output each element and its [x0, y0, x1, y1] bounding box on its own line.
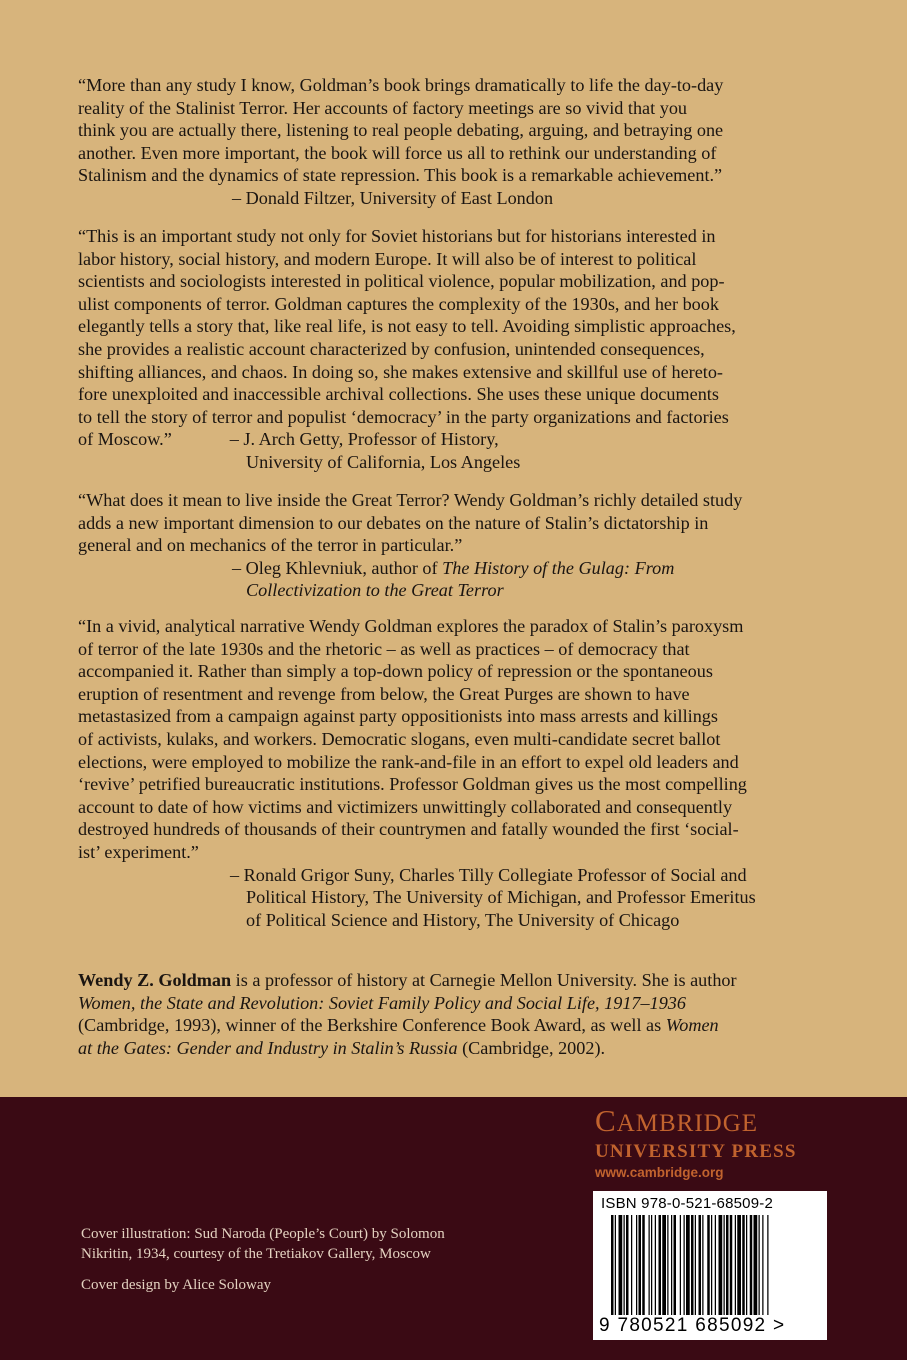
isbn-label: ISBN 978-0-521-68509-2: [601, 1195, 774, 1212]
publisher-logo: [595, 1104, 827, 1183]
bio-text: (Cambridge, 2002).: [457, 1037, 606, 1058]
quote-line: elections, were employed to mobilize the rank-and-file in an effort to expel old leaders and: [78, 751, 739, 772]
barcode-bar: [636, 1215, 637, 1315]
barcode-bar: [674, 1215, 677, 1315]
quote-line: eruption of resentment and revenge from below, the Great Purges are shown to have: [78, 683, 690, 704]
quote-line: “More than any study I know, Goldman’s book brings dramatically to life the day-to-day: [78, 75, 724, 95]
illustration-credit: Cover illustration: Sud Naroda (People’s Court) by Solomon: [81, 1226, 445, 1242]
barcode-bar: [671, 1215, 672, 1315]
barcode-bar: [695, 1215, 696, 1315]
barcode-bar: [711, 1215, 712, 1315]
barcode-bar: [707, 1215, 710, 1315]
quote-attribution: [78, 557, 838, 580]
quote-line: general and on mechanics of the terror in particular.”: [78, 535, 463, 556]
barcode-bar: [631, 1215, 632, 1315]
barcode-bar: [762, 1215, 763, 1315]
publisher-press: UNIVERSITY PRESS: [595, 1141, 797, 1162]
publisher-name-rest: AMBRIDGE: [616, 1110, 759, 1137]
barcode-bar: [615, 1215, 616, 1315]
quote-line: of terror of the late 1930s and the rhetoric – as well as practices – of democracy that: [78, 638, 690, 659]
book-title: at the Gates: Gender and Industry in Stalin’s Russia: [78, 1037, 458, 1058]
barcode-bar: [611, 1215, 614, 1315]
illustration-credit: Nikritin, 1934, courtesy of the Tretiakov Gallery, Moscow: [81, 1245, 431, 1262]
barcode-bar: [730, 1215, 733, 1315]
quote-getty: [78, 225, 838, 474]
quote-attribution-cont: [78, 579, 838, 602]
barcode-bars: [611, 1215, 811, 1315]
barcode-bar: [746, 1215, 747, 1315]
book-title: Women, the State and Revolution: Soviet Family Policy and Social Life, 1917–1936: [78, 992, 686, 1013]
quote-line: accompanied it. Rather than simply a top-down policy of repression or the spontaneous: [78, 661, 713, 682]
quote-line: ist’ experiment.”: [78, 841, 199, 862]
quote-line: of activists, kulaks, and workers. Democratic slogans, even multi-candidate secret ballot: [78, 728, 721, 749]
barcode-bar: [662, 1215, 666, 1315]
quote-line: shifting alliances, and chaos. In doing so, she makes extensive and skillful use of hereto-: [78, 361, 723, 382]
quote-line: labor history, social history, and modern Europe. It will also be of interest to political: [78, 248, 697, 269]
barcode-bar: [737, 1215, 741, 1315]
quote-line: “What does it mean to live inside the Great Terror? Wendy Goldman’s richly detailed study: [78, 490, 743, 510]
quote-line: fore unexploited and inaccessible archival collections. She uses these unique documents: [78, 384, 719, 405]
quote-attribution-cont: University of California, Los Angeles: [246, 451, 521, 472]
publisher-name: [595, 1104, 827, 1141]
quote-suny: [78, 615, 838, 931]
quote-line: “In a vivid, analytical narrative Wendy Goldman explores the paradox of Stalin’s paroxysm: [78, 616, 744, 636]
author-bio: [78, 969, 838, 1059]
quote-line: destroyed hundreds of thousands of their countrymen and fatally wounded the first ‘social-: [78, 819, 739, 840]
quote-line: elegantly tells a story that, like real life, is not easy to tell. Avoiding simplistic approaches,: [78, 316, 736, 337]
barcode-bar: [767, 1215, 768, 1315]
barcode-bar: [719, 1215, 723, 1315]
barcode-bar: [659, 1215, 662, 1315]
quote-line: “This is an important study not only for Soviet historians but for historians interested in: [78, 226, 716, 246]
bio-line: [78, 1014, 838, 1037]
quote-filtzer: [78, 74, 838, 210]
book-title: Women: [665, 1015, 719, 1036]
barcode-bar: [735, 1215, 736, 1315]
barcode-bar: [724, 1215, 725, 1315]
quote-line: metastasized from a campaign against party oppositionists into mass arrests and killings: [78, 706, 718, 727]
barcode-bar: [619, 1215, 623, 1315]
barcode-bar: [655, 1215, 656, 1315]
quote-attribution: – Ronald Grigor Suny, Charles Tilly Collegiate Professor of Social and: [230, 864, 747, 885]
quote-line: adds a new important dimension to our debates on the nature of Stalin’s dictatorship in: [78, 512, 709, 533]
barcode-bar: [642, 1215, 645, 1315]
barcode-bar: [639, 1215, 642, 1315]
barcode-number: 9 780521 685092 >: [599, 1315, 786, 1336]
attribution-prefix: – Oleg Khlevniuk, author of: [232, 557, 443, 578]
barcode-bar: [754, 1215, 758, 1315]
quote-line: account to date of how victims and victimizers unwittingly collaborated and consequently: [78, 796, 733, 817]
author-name: Wendy Z. Goldman: [78, 970, 232, 990]
barcode-bar: [742, 1215, 745, 1315]
bio-line: [78, 969, 838, 992]
bio-text: (Cambridge, 1993), winner of the Berkshire Conference Book Award, as well as: [78, 1015, 666, 1036]
quote-line: reality of the Stalinist Terror. Her accounts of factory meetings are so vivid that you: [78, 97, 688, 118]
quote-attribution-cont: Political History, The University of Michigan, and Professor Emeritus: [246, 887, 756, 908]
quote-line: another. Even more important, the book will force us all to rethink our understanding of: [78, 142, 717, 163]
quote-khlevniuk: [78, 489, 838, 602]
bio-text: is a professor of history at Carnegie Mellon University. She is author: [231, 970, 737, 990]
publisher-initial: C: [595, 1103, 617, 1138]
barcode-bar: [699, 1215, 702, 1315]
quote-attribution-cont: of Political Science and History, The University of Chicago: [246, 909, 680, 930]
barcode-bar: [726, 1215, 729, 1315]
quote-line: to tell the story of terror and populist ‘democracy’ in the party organizations and factories: [78, 406, 729, 427]
quote-attribution: – J. Arch Getty, Professor of History,: [229, 429, 499, 450]
quote-line: ‘revive’ petrified bureaucratic institutions. Professor Goldman gives us the most compelling: [78, 774, 747, 795]
barcode-bar: [702, 1215, 703, 1315]
barcode-bar: [686, 1215, 690, 1315]
barcode-bar: [651, 1215, 652, 1315]
isbn-barcode: [593, 1191, 827, 1340]
quote-last-text: of Moscow.”: [78, 429, 172, 450]
bio-line: [78, 992, 838, 1015]
barcode-bar: [691, 1215, 694, 1315]
design-credit: Cover design by Alice Soloway: [81, 1277, 271, 1293]
cover-credits: [81, 1225, 541, 1296]
quote-line: she provides a realistic account characterized by confusion, unintended consequences,: [78, 338, 705, 359]
barcode-bar: [667, 1215, 668, 1315]
quote-line: scientists and sociologists interested in political violence, popular mobilization, and pop-: [78, 271, 725, 292]
book-title: Collectivization to the Great Terror: [246, 580, 504, 601]
quote-line-last: [78, 428, 838, 451]
barcode-bar: [680, 1215, 681, 1315]
barcode-bar: [750, 1215, 753, 1315]
book-title: The History of the Gulag: From: [442, 557, 675, 578]
barcode-bar: [624, 1215, 625, 1315]
barcode-bar: [649, 1215, 650, 1315]
quote-line: ulist components of terror. Goldman captures the complexity of the 1930s, and her book: [78, 293, 719, 314]
barcode-bar: [626, 1215, 629, 1315]
barcode-bar: [684, 1215, 685, 1315]
barcode-bar: [715, 1215, 716, 1315]
publisher-url: www.cambridge.org: [595, 1165, 724, 1180]
quote-line: think you are actually there, listening to real people debating, arguing, and betraying one: [78, 120, 724, 141]
quote-line: Stalinism and the dynamics of state repression. This book is a remarkable achievement.”: [78, 165, 723, 186]
quote-attribution: – Donald Filtzer, University of East London: [232, 187, 554, 208]
barcode-bar: [759, 1215, 760, 1315]
bio-line: [78, 1037, 838, 1060]
